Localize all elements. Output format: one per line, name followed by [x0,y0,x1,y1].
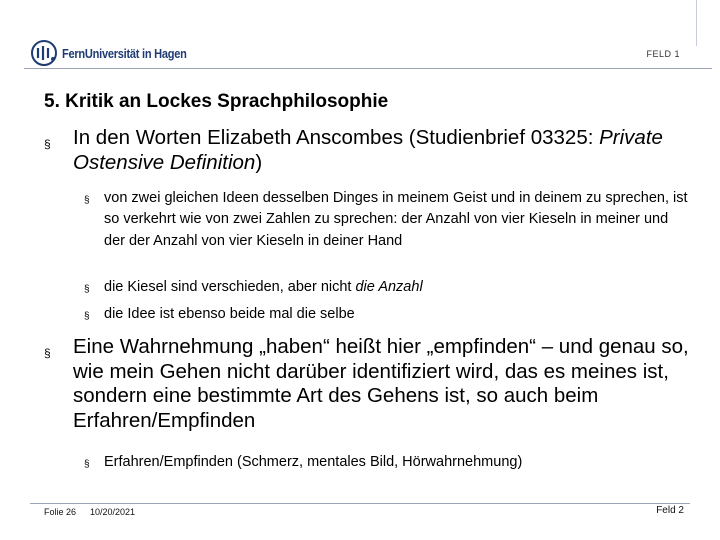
bullet-marker: § [84,195,90,206]
bullet-1-text-italic: Private Ostensive Definition [73,126,663,174]
bullet-1-text-after: ) [255,150,263,174]
decorative-line [696,0,697,46]
sub-bullet-1-1-text: von zwei gleichen Ideen desselben Dinges in meinem Geist und in deinem zu sprechen, ist so verkehrt wie von zwei Zahlen zu sprechen: der Anzahl von vier Kieseln in meiner und der der Anzahl von vier Kieseln in deiner Hand [104,190,688,249]
sub-bullet-2-1-text: Erfahren/Empfinden (Schmerz, mentales Bild, Hörwahrnehmung) [104,454,523,470]
footer-divider [30,503,690,504]
sub-bullet-1-3 [84,304,689,325]
bullet-marker: § [44,137,51,151]
sub-bullet-1-2-text-italic: die Anzahl [355,279,423,295]
bullet-marker: § [84,284,90,295]
sub-bullet-2-1 [84,452,689,473]
bullet-2 [44,335,694,433]
slide-title: 5. Kritik an Lockes Sprachphilosophie [44,91,389,112]
bullet-2-text: Eine Wahrnehmung „haben“ heißt hier „empfinden“ – und genau so, wie mein Gehen nicht darüber identifiziert wird, das es meines ist, sondern eine bestimmte Art des Gehens ist, so auch beim Erfahren/Empfinden [73,335,689,432]
fernuni-logo-icon [30,39,58,67]
logo-text: FernUniversität in Hagen [62,45,187,61]
bullet-1 [44,126,694,175]
bullet-1-text-before: In den Worten Elizabeth Anscombes (Studienbrief 03325: [73,126,600,149]
footer-field-label: Feld 2 [656,505,684,516]
footer-date: 10/20/2021 [90,507,136,517]
header-divider [24,68,712,69]
sub-bullet-1-2-text [104,277,689,298]
bullet-marker: § [84,311,90,322]
university-logo [30,38,209,68]
bullet-1-text [73,126,694,175]
footer-slide-label: Folie 26 [44,507,77,517]
sub-bullet-1-2-text-before: die Kiesel sind verschieden, aber nicht [104,279,356,295]
sub-bullet-1-2 [84,277,689,298]
sub-bullet-1-3-text: die Idee ist ebenso beide mal die selbe [104,306,355,322]
sub-bullet-1-1 [84,188,689,252]
header-field-label: FELD 1 [646,49,680,59]
bullet-marker: § [84,459,90,470]
bullet-marker: § [44,346,51,360]
